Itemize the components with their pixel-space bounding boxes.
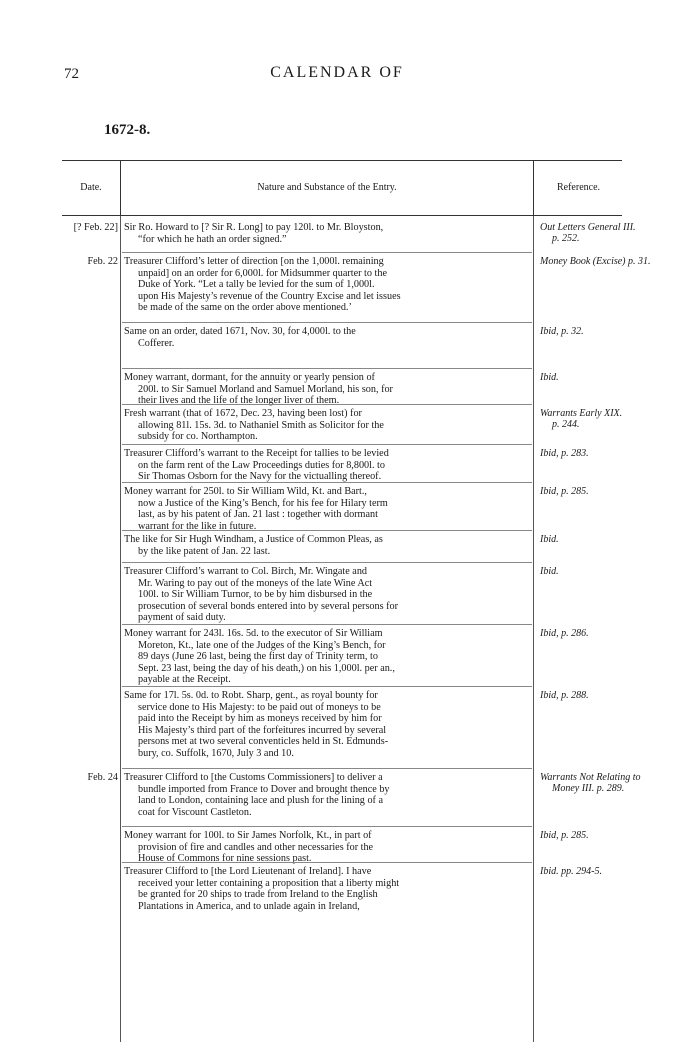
- entry-separator: [122, 482, 532, 483]
- entry-reference: [540, 690, 650, 701]
- entry-line: provision of fire and candles and other necessaries for the: [138, 841, 374, 853]
- entry-separator: [122, 624, 532, 625]
- entry-line: House of Commons for nine sessions past.: [138, 853, 312, 865]
- reference-line: p. 244.: [552, 419, 580, 431]
- reference-line: Ibid.: [540, 534, 559, 545]
- entry-line: Duke of York. “Let a tally be levied for the sum of 1,000l.: [138, 279, 375, 291]
- entry-line: The like for Sir Hugh Windham, a Justice of Common Pleas, as: [124, 534, 383, 545]
- entry-line: Treasurer Clifford’s letter of direction [on the 1,000l. remaining: [124, 256, 384, 267]
- entry-line: paid into the Receipt by him as moneys received by him for: [138, 713, 382, 725]
- entry-line: coat for Viscount Castleton.: [138, 806, 252, 818]
- entry-separator: [122, 562, 532, 563]
- entry-reference: [540, 866, 650, 877]
- entry-text: [124, 628, 526, 686]
- entry-line: prosecution of several bonds entered into by several persons for: [138, 600, 398, 612]
- entry-reference: [540, 772, 650, 794]
- running-title: CALENDAR OF: [270, 64, 404, 81]
- entry-text: [124, 772, 526, 818]
- entry-line: Plantations in America, and to unlade again in Ireland,: [138, 900, 360, 912]
- reference-line: Ibid, p. 32.: [540, 326, 584, 337]
- entry-line: 200l. to Sir Samuel Morland and Samuel Morland, his son, for: [138, 383, 393, 395]
- entry-line: Treasurer Clifford’s warrant to the Receipt for tallies to be levied: [124, 448, 389, 459]
- reference-line: Ibid, p. 285.: [540, 486, 589, 497]
- entry-separator: [122, 862, 532, 863]
- entry-line: Cofferer.: [138, 337, 175, 349]
- entry-line: Money warrant, dormant, for the annuity or yearly pension of: [124, 372, 375, 383]
- entry-line: Treasurer Clifford’s warrant to Col. Birch, Mr. Wingate and: [124, 566, 368, 577]
- reference-line: Ibid.: [540, 372, 559, 383]
- entry-separator: [122, 322, 532, 323]
- entry-reference: [540, 566, 650, 577]
- entry-line: bury, co. Suffolk, 1670, July 3 and 10.: [138, 747, 294, 759]
- entry-separator: [122, 404, 532, 405]
- entry-reference: [540, 222, 650, 244]
- entry-line: payment of said duty.: [138, 612, 226, 624]
- entry-line: allowing 81l. 15s. 3d. to Nathaniel Smith as Solicitor for the: [138, 419, 384, 431]
- entry-separator: [122, 686, 532, 687]
- table-header: [62, 161, 622, 216]
- entry-line: 89 days (June 26 last, being the first day of Trinity term, to: [138, 651, 378, 663]
- entry-separator: [122, 768, 532, 769]
- entry-separator: [122, 368, 532, 369]
- entry-separator: [122, 444, 532, 445]
- reference-line: Ibid, p. 285.: [540, 830, 589, 841]
- entry-text: [124, 534, 526, 557]
- entry-line: His Majesty’s third part of the forfeitures incurred by several: [138, 724, 387, 736]
- entry-reference: [540, 256, 650, 267]
- entry-reference: [540, 628, 650, 639]
- reference-line: Warrants Early XIX.: [540, 408, 623, 419]
- reference-line: Ibid, p. 288.: [540, 690, 589, 701]
- entry-line: now a Justice of the King’s Bench, for his fee for Hilary term: [138, 497, 388, 509]
- entry-line: Sept. 23 last, being the day of his death,) on his 1,000l. per an.,: [138, 662, 395, 674]
- column-header-reference: Reference.: [533, 161, 623, 215]
- entry-line: Moreton, Kt., late one of the Judges of the King’s Bench, for: [138, 639, 386, 651]
- entry-line: be granted for 20 ships to trade from Ireland to the English: [138, 889, 378, 901]
- entry-reference: [540, 486, 650, 497]
- entry-line: received your letter containing a proposition that a liberty might: [138, 877, 400, 889]
- entry-text: [124, 690, 526, 760]
- entry-line: upon His Majesty’s revenue of the Country Excise and let issues: [138, 290, 401, 302]
- entry-line: warrant for the like in future.: [138, 520, 257, 532]
- entry-line: land to London, containing lace and plush for the lining of a: [138, 795, 384, 807]
- entry-line: Treasurer Clifford to [the Lord Lieutenant of Ireland]. I have: [124, 866, 372, 877]
- entry-line: subsidy for co. Northampton.: [138, 431, 258, 443]
- reference-line: p. 252.: [552, 233, 580, 245]
- entry-reference: [540, 372, 650, 383]
- entry-line: by the like patent of Jan. 22 last.: [138, 545, 271, 557]
- entry-separator: [122, 826, 532, 827]
- reference-line: Out Letters General III.: [540, 222, 636, 233]
- entry-line: 100l. to Sir William Turnor, to be by him disbursed in the: [138, 589, 373, 601]
- column-header-entry: Nature and Substance of the Entry.: [120, 161, 533, 215]
- reference-line: Money III. p. 289.: [552, 783, 625, 795]
- entry-line: Sir Ro. Howard to [? Sir R. Long] to pay 120l. to Mr. Bloyston,: [124, 222, 384, 233]
- entry-date: Feb. 24: [87, 772, 118, 783]
- column-rule-right: [533, 216, 534, 1042]
- entry-line: unpaid] on an order for 6,000l. for Midsummer quarter to the: [138, 267, 387, 279]
- reference-line: Ibid, p. 286.: [540, 628, 589, 639]
- entry-line: Sir Thomas Osborn for the Navy for the victualling thereof.: [138, 471, 382, 483]
- entry-line: Fresh warrant (that of 1672, Dec. 23, having been lost) for: [124, 408, 362, 419]
- entry-date: [? Feb. 22]: [73, 222, 118, 233]
- entry-text: [124, 372, 526, 407]
- entry-separator: [122, 252, 532, 253]
- year-heading: 1672-8.: [104, 122, 151, 138]
- reference-line: Warrants Not Relating to: [540, 772, 641, 783]
- entry-line: Same on an order, dated 1671, Nov. 30, for 4,000l. to the: [124, 326, 356, 337]
- entry-reference: [540, 326, 650, 337]
- entry-text: [124, 448, 526, 483]
- entry-reference: [540, 448, 650, 459]
- entry-line: payable at the Receipt.: [138, 674, 231, 686]
- entry-line: persons met at two several conventicles held in St. Edmunds-: [138, 736, 389, 748]
- entry-line: bundle imported from France to Dover and brought thence by: [138, 783, 390, 795]
- reference-line: Ibid, p. 283.: [540, 448, 589, 459]
- entry-line: Same for 17l. 5s. 0d. to Robt. Sharp, gent., as royal bounty for: [124, 690, 378, 701]
- reference-line: Money Book (Excise) p. 31.: [540, 256, 651, 267]
- reference-line: Ibid.: [540, 566, 559, 577]
- entry-line: last, as by his patent of Jan. 21 last : together with dormant: [138, 509, 378, 521]
- entry-line: Money warrant for 250l. to Sir William Wild, Kt. and Bart.,: [124, 486, 367, 497]
- entry-line: service done to His Majesty: to be paid out of moneys to be: [138, 701, 381, 713]
- entry-reference: [540, 408, 650, 430]
- entry-line: Mr. Waring to pay out of the moneys of the late Wine Act: [138, 577, 373, 589]
- reference-line: Ibid. pp. 294-5.: [540, 866, 602, 877]
- entry-text: [124, 222, 526, 245]
- calendar-table: [62, 160, 651, 912]
- entry-text: [124, 866, 526, 912]
- entry-reference: [540, 534, 650, 545]
- entry-text: [124, 326, 526, 349]
- column-header-date: Date.: [80, 182, 102, 193]
- entry-separator: [122, 530, 532, 531]
- entry-line: their lives and the life of the longer liver of them.: [138, 395, 340, 407]
- page-number: 72: [64, 66, 79, 82]
- entry-line: be made of the same on the order above mentioned.’: [138, 302, 352, 314]
- entry-text: [124, 566, 526, 624]
- column-rule-left: [120, 216, 121, 1042]
- entry-text: [124, 256, 526, 314]
- entry-line: on the farm rent of the Law Proceedings duties for 8,800l. to: [138, 459, 385, 471]
- entry-line: Money warrant for 243l. 16s. 5d. to the executor of Sir William: [124, 628, 383, 639]
- entry-text: [124, 486, 526, 532]
- entry-text: [124, 408, 526, 443]
- entry-reference: [540, 830, 650, 841]
- entry-date: Feb. 22: [87, 256, 118, 267]
- entry-line: Money warrant for 100l. to Sir James Norfolk, Kt., in part of: [124, 830, 372, 841]
- entry-text: [124, 830, 526, 865]
- entry-line: Treasurer Clifford to [the Customs Commissioners] to deliver a: [124, 772, 383, 783]
- entry-line: “for which he hath an order signed.”: [138, 233, 287, 245]
